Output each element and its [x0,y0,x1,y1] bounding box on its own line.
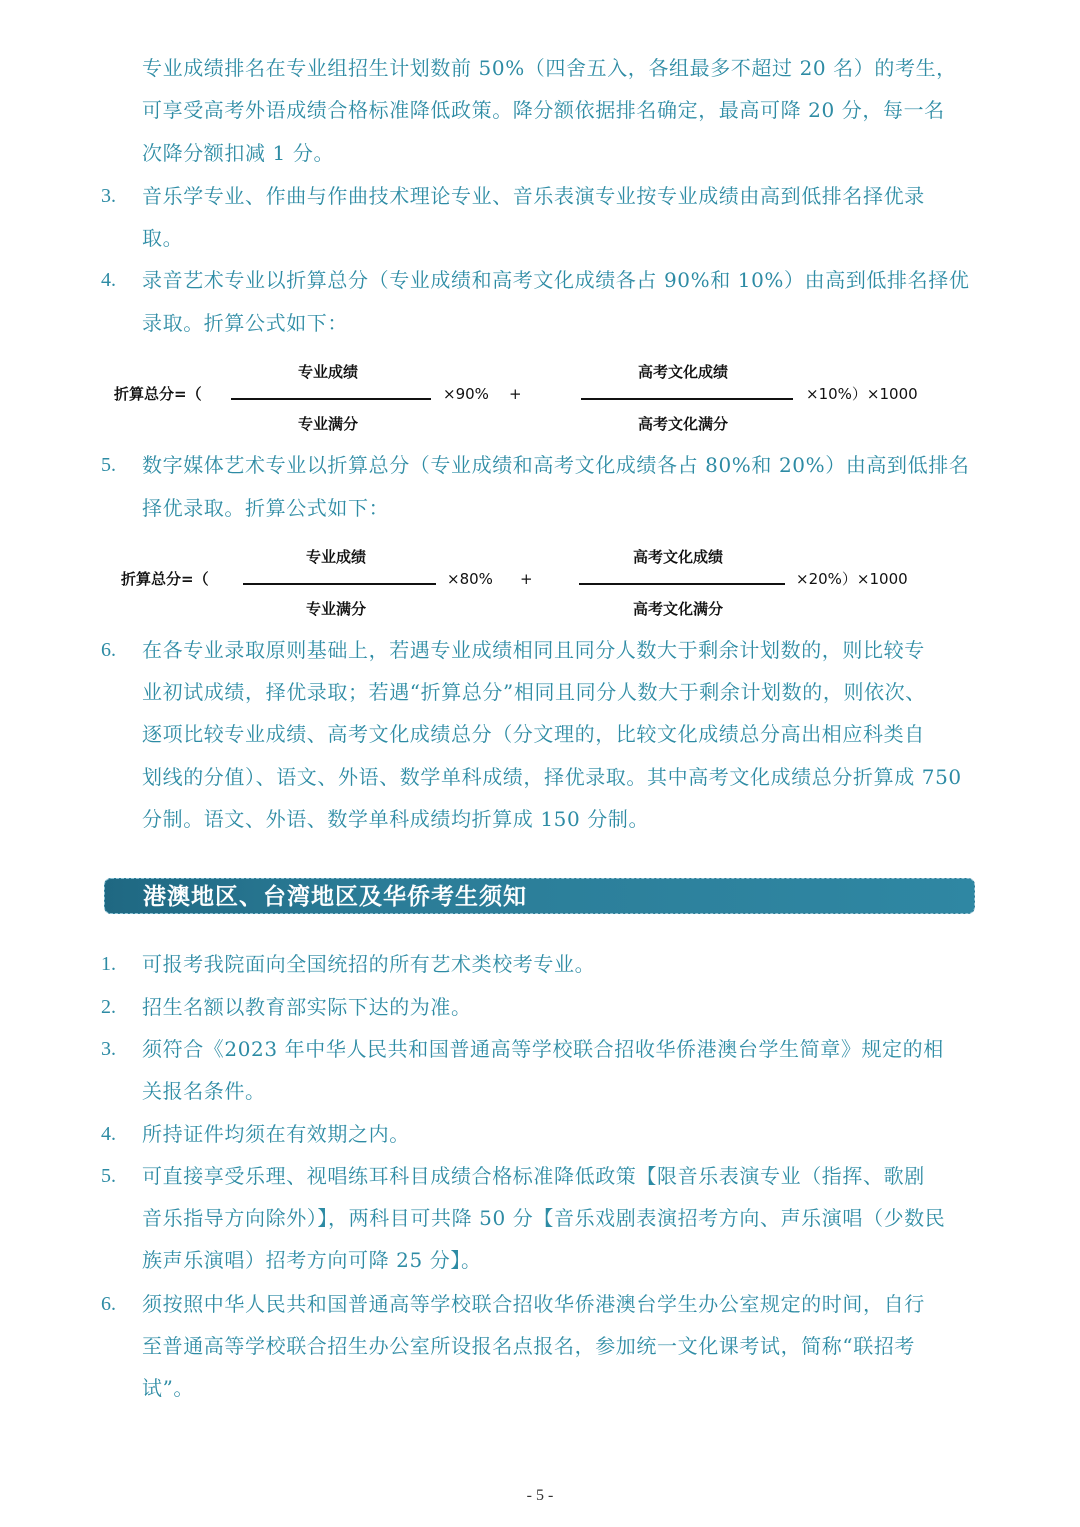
list-number: 6. [101,639,116,661]
list-item-line: 至普通高等学校联合招生办公室所设报名点报名，参加统一文化课考试，简称“联招考 [142,1334,916,1358]
list-number: 4. [101,1123,116,1145]
list-item-line: 在各专业录取原则基础上，若遇专业成绩相同且同分人数大于剩余计划数的，则比较专 [142,638,925,662]
formula-digital-media [0,543,1080,623]
formula-denominator: 高考文化满分 [638,415,729,433]
list-item-line: 录音艺术专业以折算总分（专业成绩和高考文化成绩各占 90%和 10%）由高到低排名择优 [142,268,970,292]
list-number: 4. [101,269,116,291]
formula-denominator: 专业满分 [298,415,359,433]
formula-numerator: 专业成绩 [298,363,359,381]
list-item-line: 须按照中华人民共和国普通高等学校联合招收华侨港澳台学生办公室规定的时间，自行 [142,1292,925,1316]
fraction-bar [581,398,793,400]
list-number: 5. [101,1165,116,1187]
list-number: 2. [101,996,116,1018]
list-item-line: 择优录取。折算公式如下： [142,496,390,520]
list-number: 6. [101,1293,116,1315]
paragraph-line: 次降分额扣减 1 分。 [142,141,335,165]
list-number: 3. [101,1038,116,1060]
paragraph-line: 专业成绩排名在专业组招生计划数前 50%（四舍五入，各组最多不超过 20 名）的考生， [142,56,957,80]
list-number: 1. [101,953,116,975]
fraction-bar [243,583,436,585]
formula-label: 折算总分=（ [114,385,202,403]
list-number: 5. [101,454,116,476]
formula-numerator: 高考文化成绩 [633,548,724,566]
section-heading: 港澳地区、台湾地区及华侨考生须知 [143,884,527,910]
formula-numerator: 专业成绩 [306,548,367,566]
formula-label: 折算总分=（ [121,570,209,588]
list-item-line: 数字媒体艺术专业以折算总分（专业成绩和高考文化成绩各占 80%和 20%）由高到低排名 [142,453,970,477]
section-heading-banner [104,878,975,914]
list-number: 3. [101,185,116,207]
list-item-line: 逐项比较专业成绩、高考文化成绩总分（分文理的，比较文化成绩总分高出相应科类自 [142,722,925,746]
formula-plus: + [520,570,533,588]
list-item-line: 所持证件均须在有效期之内。 [142,1122,410,1146]
list-item-line: 须符合《2023 年中华人民共和国普通高等学校联合招收华侨港澳台学生简章》规定的相 [142,1037,944,1061]
list-item-line: 分制。语文、外语、数学单科成绩均折算成 150 分制。 [142,807,650,831]
list-item-line: 音乐指导方向除外）】，两科目可共降 50 分【音乐戏剧表演招考方向、声乐演唱（少数民 [142,1206,946,1230]
list-item-line: 音乐学专业、作曲与作曲技术理论专业、音乐表演专业按专业成绩由高到低排名择优录 [142,184,925,208]
formula-multiplier: ×80% [447,570,493,588]
list-item-line: 族声乐演唱）招考方向可降 25 分】。 [142,1248,482,1272]
formula-numerator: 高考文化成绩 [638,363,729,381]
formula-plus: + [509,385,522,403]
paragraph-line: 可享受高考外语成绩合格标准降低政策。降分额依据排名确定，最高可降 20 分，每一名 [142,98,945,122]
list-item-line: 业初试成绩，择优录取；若遇“折算总分”相同且同分人数大于剩余计划数的，则依次、 [142,680,926,704]
formula-tail: ×10%）×1000 [806,385,918,403]
formula-denominator: 专业满分 [306,600,367,618]
formula-tail: ×20%）×1000 [796,570,908,588]
fraction-bar [231,398,431,400]
formula-multiplier: ×90% [443,385,489,403]
list-item-line: 录取。折算公式如下： [142,311,348,335]
fraction-bar [579,583,785,585]
list-item-line: 可直接享受乐理、视唱练耳科目成绩合格标准降低政策【限音乐表演专业（指挥、歌剧 [142,1164,925,1188]
list-item-line: 试”。 [142,1376,195,1400]
list-item-line: 招生名额以教育部实际下达的为准。 [142,995,472,1019]
list-item-line: 可报考我院面向全国统招的所有艺术类校考专业。 [142,952,596,976]
list-item-line: 关报名条件。 [142,1079,266,1103]
list-item-line: 划线的分值）、语文、外语、数学单科成绩，择优录取。其中高考文化成绩总分折算成 750 [142,765,962,789]
list-item-line: 取。 [142,226,184,250]
formula-recording-arts [0,358,1080,438]
page-number: - 5 - [526,1487,554,1504]
formula-denominator: 高考文化满分 [633,600,724,618]
